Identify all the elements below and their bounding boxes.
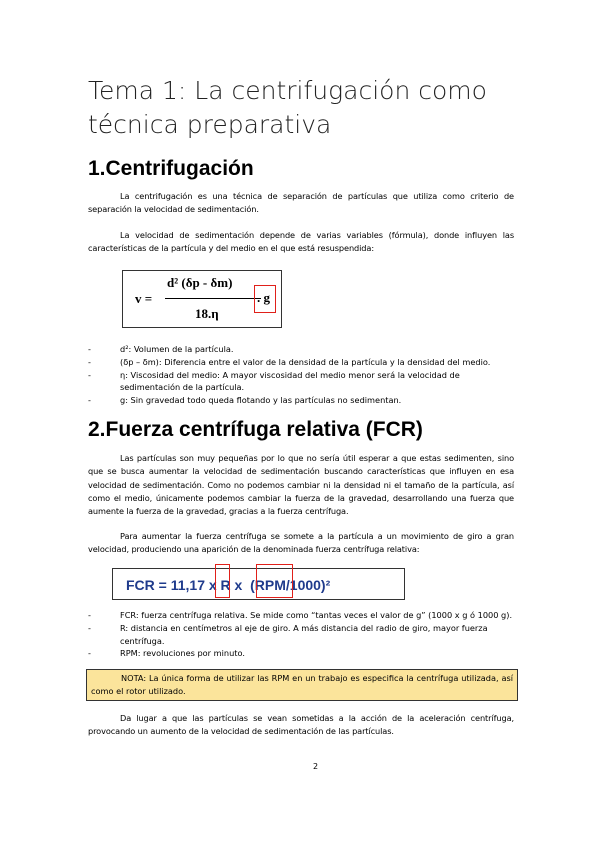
fcr-variables-list: [88, 609, 514, 660]
rpm-highlight-box: [256, 564, 293, 598]
document-title: Tema 1: La centrifugación como técnica preparativa: [88, 76, 487, 139]
formula-denominator: 18.η: [195, 306, 219, 321]
paragraph-definition: La centrifugación es una técnica de separación de partículas que utiliza como criterio de separación la velocidad de sedimentación.: [88, 191, 514, 215]
sedimentation-formula: [122, 270, 282, 328]
fraction-bar: [165, 298, 261, 299]
fcr-formula: [112, 568, 405, 600]
formula-gravity-factor: . g: [257, 290, 270, 305]
paragraph-centrifugal-acceleration: Da lugar a que las partículas se vean sometidas a la acción de la aceleración centrífuga, provocando un aumento de la velocidad de sedimentación de las partículas.: [88, 713, 514, 737]
list-item: - FCR: fuerza centrífuga relativa. Se mide como “tantas veces el valor de g” (1000 x g ó 1000 g).: [88, 610, 513, 620]
list-item: - η: Viscosidad del medio: A mayor viscosidad del medio menor será la velocidad de sedimentación de la partícula.: [88, 369, 460, 393]
page-number: 2: [313, 762, 319, 771]
list-item: - (δp – δm): Diferencia entre el valor de la densidad de la partícula y la densidad del medio.: [88, 356, 491, 367]
formula-numerator: d² (δp - δm): [167, 275, 233, 290]
note-box: NOTA: La única forma de utilizar las RPM en un trabajo es especifica la centrífuga utilizada, así como el rotor utilizado.: [86, 669, 518, 701]
list-item: - RPM: revoluciones por minuto.: [88, 648, 245, 659]
formula-lhs: v =: [135, 291, 153, 306]
section-heading-centrifugacion: 1.Centrifugación: [88, 157, 254, 180]
section-heading-fcr: 2.Fuerza centrífuga relativa (FCR): [88, 418, 423, 441]
fcr-formula-text: FCR = 11,17 x R x (RPM/1000)²: [126, 577, 331, 593]
list-item: - R: distancia en centímetros al eje de giro. A más distancia del radio de giro, mayor fuerza centrífuga.: [88, 622, 488, 646]
paragraph-increase-force: Para aumentar la fuerza centrífuga se somete a la partícula a un movimiento de giro a gran velocidad, produciendo una aparición de la denominada fuerza centrífuga relativa:: [88, 531, 514, 555]
formula-variables-list: [88, 343, 514, 407]
paragraph-particles: Las partículas son muy pequeñas por lo que no sería útil esperar a que estas sedimenten, sino que se busca aumentar la velocidad de sedimentación buscando características que influyen en esa velocidad de sedimentación. Como no podemos cambiar ni la densidad ni el tamaño de la partícula, así como el medio, únicamente podemos cambiar la fuerza de la gravedad, desarrollando una fuerza que aumente la fuerza de la gravedad, gracias a la fuerza centrífuga.: [88, 453, 514, 517]
paragraph-sedimentation-velocity: La velocidad de sedimentación depende de varias variables (fórmula), donde influyen las características de la partícula y del medio en el que está resuspendida:: [88, 230, 514, 254]
list-item: - g: Sin gravedad todo queda flotando y las partículas no sedimentan.: [88, 395, 402, 406]
radius-highlight-box: [215, 564, 230, 598]
list-item: - d²: Volumen de la partícula.: [88, 344, 234, 354]
